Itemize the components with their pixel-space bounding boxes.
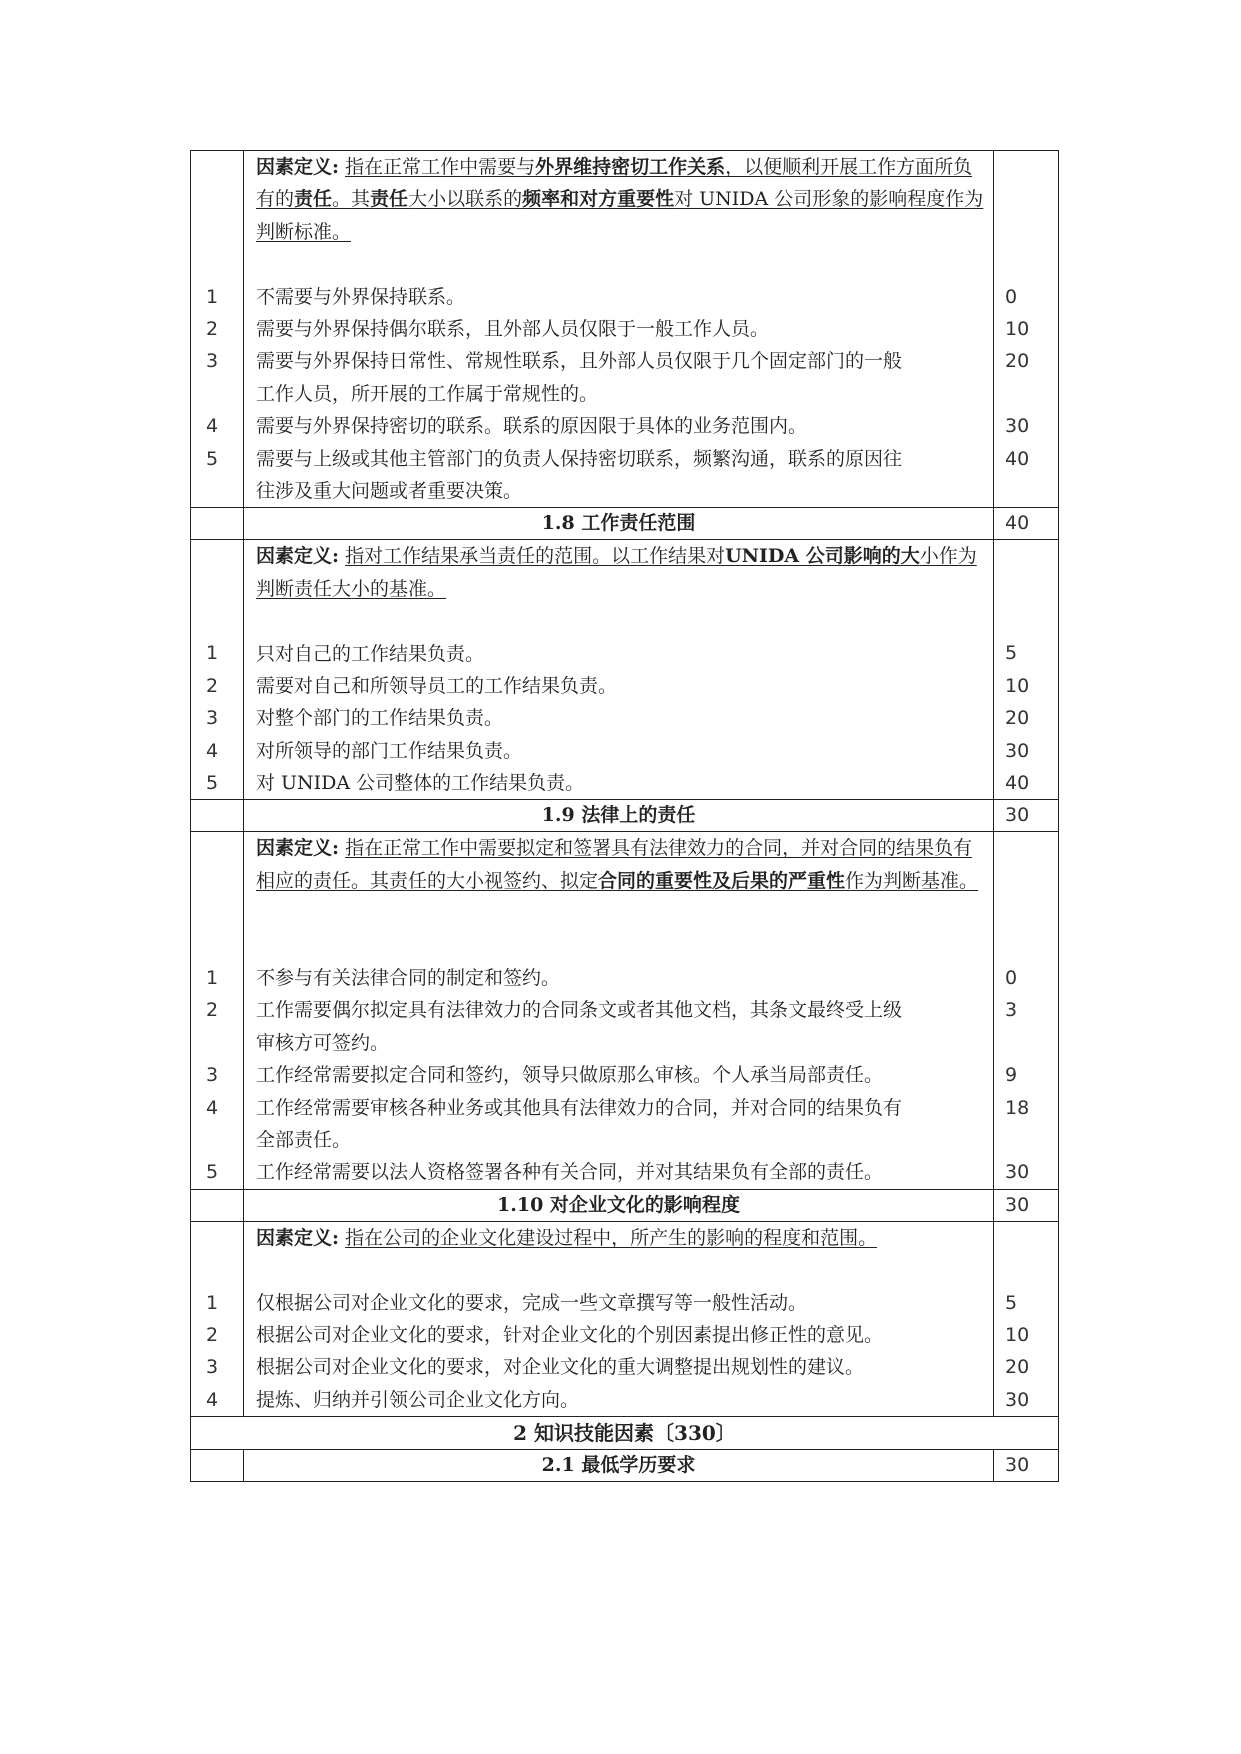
factor-max-score: 30 (994, 1189, 1059, 1221)
item-number: 1 (206, 1291, 219, 1314)
item-description-column (244, 832, 994, 1189)
factor-table (190, 150, 1059, 1482)
factor-definition: 因素定义: 指对工作结果承当责任的范围。以工作结果对UNIDA 公司影响的大小作为判断责任大小的基准。 (256, 545, 977, 600)
factor-definition: 因素定义: 指在正常工作中需要拟定和签署具有法律效力的合同，并对合同的结果负有相应的责任。其责任的大小视签约、拟定合同的重要性及后果的严重性作为判断基准。 (256, 837, 979, 892)
factor-heading-row (191, 508, 1059, 540)
item-number: 4 (206, 415, 219, 438)
item-text: 对所领导的部门工作结果负责。 (256, 739, 523, 762)
item-score: 30 (1005, 1388, 1030, 1411)
factor-heading: 1.9 法律上的责任 (244, 800, 994, 832)
item-number: 3 (206, 1064, 219, 1087)
item-score: 18 (1005, 1096, 1030, 1119)
item-number: 1 (206, 967, 219, 990)
item-score-column (994, 832, 1059, 1189)
item-text: 不需要与外界保持联系。 (256, 285, 466, 308)
factor-heading-row (191, 800, 1059, 832)
item-number: 4 (206, 1388, 219, 1411)
item-text: 提炼、归纳并引领公司企业文化方向。 (256, 1388, 580, 1411)
factor-definition: 因素定义: 指在正常工作中需要与外界维持密切工作关系，以便顺利开展工作方面所负有的责任。其责任大小以联系的频率和对方重要性对 UNIDA 公司形象的影响程度作为判断标准。 (256, 156, 984, 243)
item-number-column (191, 1221, 244, 1416)
factor-heading: 2.1 最低学历要求 (244, 1450, 994, 1482)
item-number-column (191, 832, 244, 1189)
item-score: 30 (1005, 739, 1030, 762)
item-score: 9 (1005, 1064, 1018, 1087)
item-number-column (191, 540, 244, 800)
item-score: 40 (1005, 447, 1030, 470)
item-score: 40 (1005, 772, 1030, 795)
section-heading: 2 知识技能因素〔330〕 (191, 1417, 1059, 1450)
item-text: 只对自己的工作结果负责。 (256, 642, 485, 665)
item-score: 30 (1005, 1161, 1030, 1184)
item-text: 对整个部门的工作结果负责。 (256, 707, 504, 730)
item-description-column (244, 540, 994, 800)
factor-block (191, 832, 1059, 1189)
item-text: 工作人员，所开展的工作属于常规性的。 (256, 382, 599, 405)
item-score-column (994, 151, 1059, 508)
factor-heading-row (191, 1450, 1059, 1482)
item-score: 5 (1005, 1291, 1018, 1314)
item-score: 20 (1005, 707, 1030, 730)
item-number: 2 (206, 317, 219, 340)
item-number: 5 (206, 447, 219, 470)
item-score: 20 (1005, 350, 1030, 373)
item-number: 2 (206, 1323, 219, 1346)
item-text: 仅根据公司对企业文化的要求，完成一些文章撰写等一般性活动。 (256, 1291, 808, 1314)
item-score: 10 (1005, 674, 1030, 697)
factor-block (191, 151, 1059, 508)
item-text: 全部责任。 (256, 1128, 352, 1151)
factor-heading: 1.10 对企业文化的影响程度 (244, 1189, 994, 1221)
item-text: 需要与外界保持日常性、常规性联系，且外部人员仅限于几个固定部门的一般 (256, 350, 903, 373)
item-score-column (994, 540, 1059, 800)
item-number: 5 (206, 772, 219, 795)
item-description-column (244, 1221, 994, 1416)
item-number: 1 (206, 642, 219, 665)
item-text: 工作经常需要拟定合同和签约，领导只做原那么审核。个人承当局部责任。 (256, 1064, 884, 1087)
item-number: 3 (206, 350, 219, 373)
item-text: 需要与外界保持偶尔联系，且外部人员仅限于一般工作人员。 (256, 317, 770, 340)
item-text: 工作经常需要审核各种业务或其他具有法律效力的合同，并对合同的结果负有 (256, 1096, 903, 1119)
item-number: 2 (206, 674, 219, 697)
item-number: 5 (206, 1161, 219, 1184)
item-score-column (994, 1221, 1059, 1416)
item-description-column (244, 151, 994, 508)
item-text: 工作经常需要以法人资格签署各种有关合同，并对其结果负有全部的责任。 (256, 1161, 884, 1184)
item-text: 不参与有关法律合同的制定和签约。 (256, 967, 561, 990)
item-text: 需要与外界保持密切的联系。联系的原因限于具体的业务范围内。 (256, 415, 808, 438)
item-number: 4 (206, 1096, 219, 1119)
item-number: 2 (206, 999, 219, 1022)
item-text: 审核方可签约。 (256, 1031, 390, 1054)
item-score: 10 (1005, 317, 1030, 340)
factor-definition: 因素定义: 指在公司的企业文化建设过程中，所产生的影响的程度和范围。 (256, 1226, 878, 1249)
item-number: 4 (206, 739, 219, 762)
item-number-column (191, 151, 244, 508)
factor-max-score: 30 (994, 1450, 1059, 1482)
factor-max-score: 40 (994, 508, 1059, 540)
item-text: 工作需要偶尔拟定具有法律效力的合同条文或者其他文档，其条文最终受上级 (256, 999, 903, 1022)
factor-block (191, 540, 1059, 800)
item-number: 3 (206, 1356, 219, 1379)
item-text: 根据公司对企业文化的要求，针对企业文化的个别因素提出修正性的意见。 (256, 1323, 884, 1346)
item-score: 0 (1005, 967, 1018, 990)
item-score: 0 (1005, 285, 1018, 308)
item-text: 根据公司对企业文化的要求，对企业文化的重大调整提出规划性的建议。 (256, 1356, 865, 1379)
item-score: 3 (1005, 999, 1018, 1022)
factor-heading: 1.8 工作责任范围 (244, 508, 994, 540)
item-score: 5 (1005, 642, 1018, 665)
item-score: 30 (1005, 415, 1030, 438)
item-text: 往涉及重大问题或者重要决策。 (256, 479, 523, 502)
section-heading-row (191, 1417, 1059, 1450)
factor-block (191, 1221, 1059, 1416)
item-number: 1 (206, 285, 219, 308)
item-text: 需要对自己和所领导员工的工作结果负责。 (256, 674, 618, 697)
factor-heading-row (191, 1189, 1059, 1221)
item-text: 需要与上级或其他主管部门的负责人保持密切联系，频繁沟通，联系的原因往 (256, 447, 903, 470)
factor-max-score: 30 (994, 800, 1059, 832)
item-score: 20 (1005, 1356, 1030, 1379)
item-score: 10 (1005, 1323, 1030, 1346)
item-text: 对 UNIDA 公司整体的工作结果负责。 (256, 772, 585, 795)
item-number: 3 (206, 707, 219, 730)
